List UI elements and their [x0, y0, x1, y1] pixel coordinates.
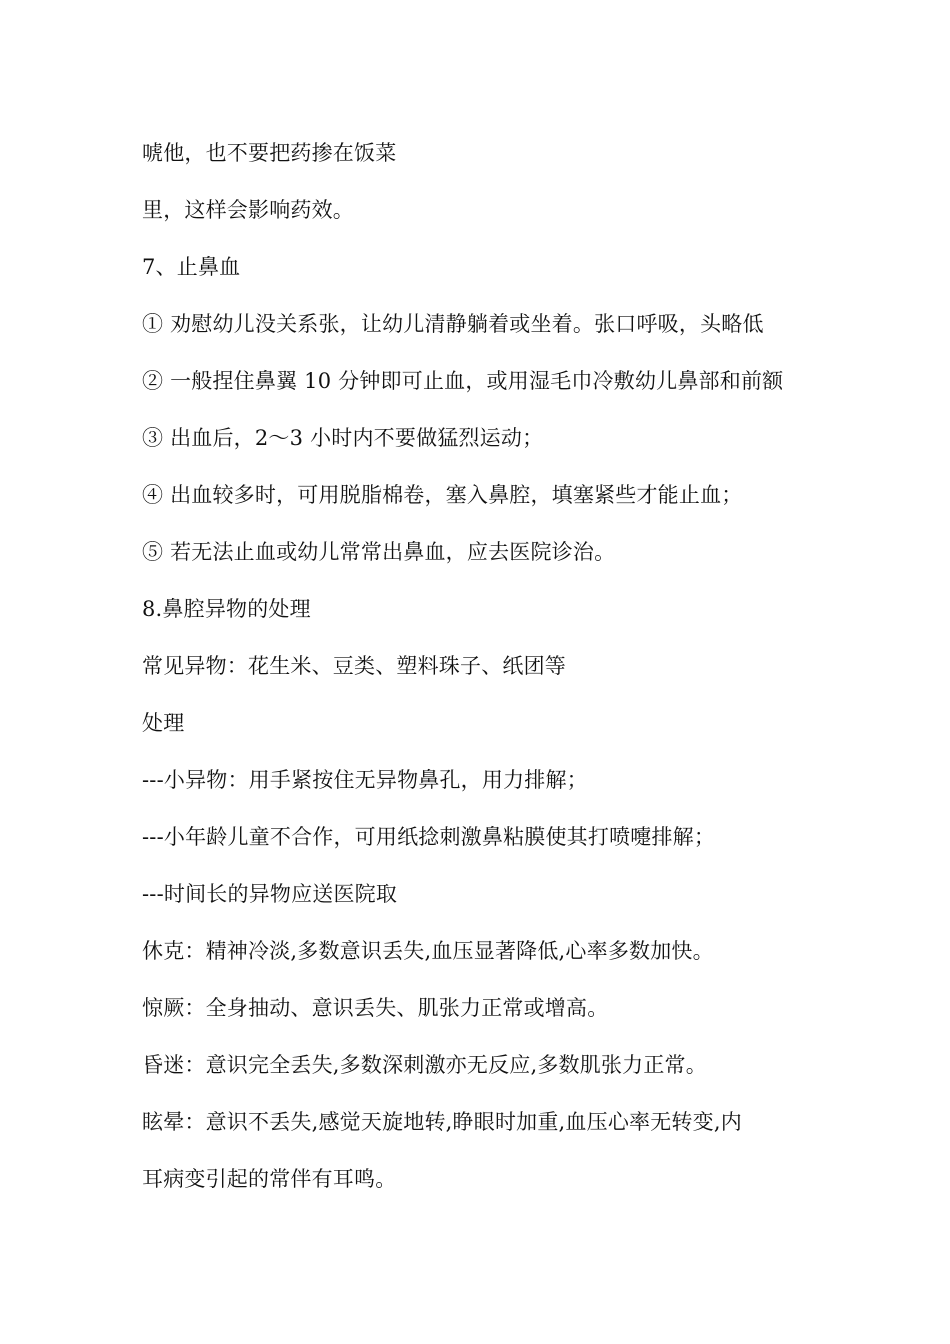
document-body [142, 133, 822, 1216]
text-line: 常见异物：花生米、豆类、塑料珠子、纸团等 [142, 654, 566, 678]
definition-shock: 休克：精神冷淡,多数意识丢失,血压显著降低,心率多数加快。 [142, 939, 714, 963]
list-item: ---小年龄儿童不合作，可用纸捻刺激鼻粘膜使其打喷嚏排解； [142, 825, 716, 849]
text-line: 唬他，也不要把药掺在饭菜 [142, 141, 397, 165]
list-item: ---时间长的异物应送医院取 [142, 882, 398, 906]
section-heading-foreign-body: 8.鼻腔异物的处理 [142, 597, 311, 621]
list-item: ---小异物：用手紧按住无异物鼻孔，用力排解； [142, 768, 588, 792]
definition-vertigo: 眩晕：意识不丢失,感觉天旋地转,睁眼时加重,血压心率无转变,内 [142, 1110, 742, 1134]
list-item: ⑤ 若无法止血或幼儿常常出鼻血，应去医院诊治。 [142, 540, 616, 564]
list-item: ① 劝慰幼儿没关系张，让幼儿清静躺着或坐着。张口呼吸，头略低 [142, 312, 764, 336]
list-item: ② 一般捏住鼻翼 10 分钟即可止血，或用湿毛巾冷敷幼儿鼻部和前额 [142, 369, 784, 393]
text-line: 里，这样会影响药效。 [142, 198, 354, 222]
subheading-treatment: 处理 [142, 711, 185, 735]
definition-convulsion: 惊厥：全身抽动、意识丢失、肌张力正常或增高。 [142, 996, 609, 1020]
section-heading-nosebleed: 7、止鼻血 [142, 255, 241, 279]
list-item: ④ 出血较多时，可用脱脂棉卷，塞入鼻腔，填塞紧些才能止血； [142, 483, 743, 507]
text-line: 耳病变引起的常伴有耳鸣。 [142, 1167, 397, 1191]
definition-coma: 昏迷：意识完全丢失,多数深刺激亦无反应,多数肌张力正常。 [142, 1053, 707, 1077]
list-item: ③ 出血后，2～3 小时内不要做猛烈运动； [142, 426, 544, 450]
